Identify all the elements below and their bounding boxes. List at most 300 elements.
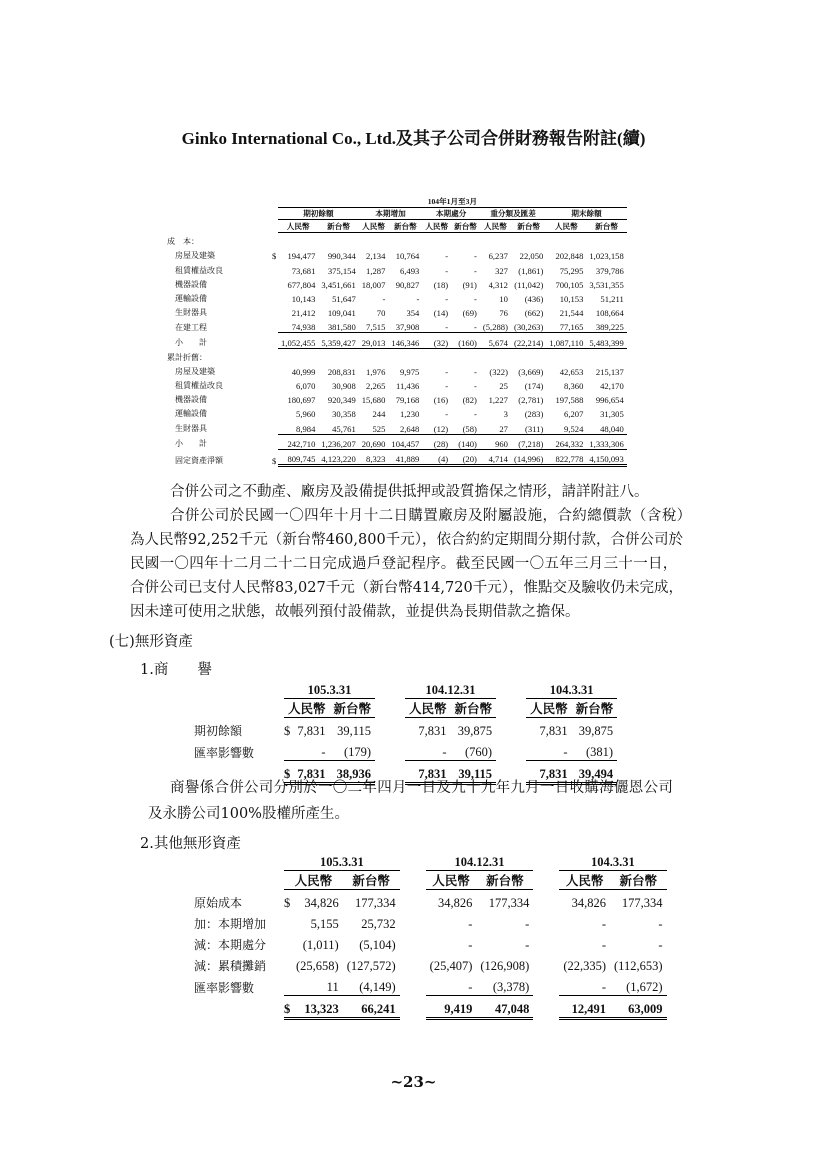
row-label: 匯率影響數 bbox=[194, 980, 255, 995]
row-label: 原始成本 bbox=[194, 896, 243, 910]
value-cell: - bbox=[451, 318, 480, 333]
other-intangibles-table bbox=[190, 852, 667, 1020]
value-cell: 379,786 bbox=[595, 265, 624, 276]
value-cell: 15,680 bbox=[361, 395, 386, 406]
cost-row bbox=[167, 304, 627, 318]
row-label: 機器設備 bbox=[175, 395, 207, 405]
value-cell: - bbox=[416, 293, 420, 304]
value-cell: - bbox=[525, 917, 530, 931]
value-cell: (82) bbox=[462, 395, 477, 406]
value-cell: 389,225 bbox=[586, 318, 626, 333]
value-cell: (30,263) bbox=[511, 318, 546, 333]
period-105-3-31: 105.3.31 bbox=[284, 680, 375, 699]
value-cell: - bbox=[422, 318, 451, 333]
row-label: 小 計 bbox=[175, 338, 207, 347]
value-cell: 21,412 bbox=[291, 308, 316, 319]
dollar-sign: $ bbox=[284, 996, 292, 1019]
value-cell: (1,672) bbox=[610, 974, 667, 996]
ppe-group-additions: 本期增加 bbox=[359, 208, 423, 220]
value-cell: 22,050 bbox=[519, 251, 544, 262]
value-cell: 74,938 bbox=[278, 318, 318, 333]
row-label: 減：本期處分 bbox=[194, 938, 267, 952]
row-label: 運輸設備 bbox=[175, 293, 207, 303]
period-105-3-31: 105.3.31 bbox=[284, 852, 400, 871]
value-cell: 990,344 bbox=[327, 251, 356, 262]
value-cell: 1,333,306 bbox=[586, 434, 626, 449]
table-row bbox=[190, 974, 667, 996]
value-cell: 4,150,093 bbox=[586, 449, 626, 465]
value-cell: - bbox=[526, 739, 572, 761]
value-cell: 6,207 bbox=[564, 409, 584, 420]
net-row bbox=[167, 449, 627, 465]
row-label: 在建工程 bbox=[175, 322, 207, 332]
value-cell: 7,515 bbox=[359, 318, 389, 333]
period-104-12-31: 104.12.31 bbox=[426, 852, 534, 871]
goodwill-currency-header bbox=[190, 699, 617, 718]
value-cell: 11,436 bbox=[396, 381, 420, 392]
value-cell: 1,087,110 bbox=[546, 333, 586, 348]
ppe-group-reclass: 重分類及匯差 bbox=[480, 208, 546, 220]
value-cell: 677,804 bbox=[287, 279, 316, 290]
value-cell: 20,690 bbox=[359, 434, 389, 449]
row-label: 匯率影響數 bbox=[194, 745, 255, 760]
row-label: 減：累積攤銷 bbox=[194, 959, 267, 973]
value-cell: 5,359,427 bbox=[318, 333, 358, 348]
value-cell: - bbox=[474, 409, 477, 420]
value-cell: 5,674 bbox=[480, 333, 511, 348]
other-intangibles-heading: 2.其他無形資產 bbox=[140, 836, 241, 852]
value-cell: - bbox=[445, 381, 449, 392]
goodwill-table bbox=[190, 680, 617, 785]
value-cell: (126,908) bbox=[480, 959, 530, 973]
value-cell: - bbox=[445, 293, 449, 304]
value-cell: 327 bbox=[495, 265, 508, 276]
value-cell: 21,544 bbox=[559, 308, 584, 319]
dep-row bbox=[167, 419, 627, 434]
dollar-sign bbox=[284, 974, 292, 996]
value-cell: (20) bbox=[451, 449, 480, 465]
value-cell: 525 bbox=[359, 419, 389, 434]
value-cell: (69) bbox=[462, 308, 477, 319]
value-cell: 79,168 bbox=[395, 395, 420, 406]
value-cell: 3,531,355 bbox=[589, 279, 624, 290]
value-cell: 11 bbox=[292, 974, 343, 996]
value-cell: 51,211 bbox=[600, 293, 624, 304]
value-cell: 42,653 bbox=[559, 366, 584, 377]
value-cell: 1,052,455 bbox=[278, 333, 318, 348]
value-cell: 39,115 bbox=[451, 761, 497, 784]
value-cell: (28) bbox=[422, 434, 451, 449]
dep-section-label: 累計折舊： bbox=[167, 352, 207, 362]
value-cell: (1,861) bbox=[518, 265, 544, 276]
value-cell: 7,831 bbox=[405, 761, 451, 784]
currency-rmb: 人民幣 bbox=[559, 871, 610, 890]
value-cell: 354 bbox=[406, 308, 420, 319]
value-cell: 104,457 bbox=[388, 434, 422, 449]
value-cell: 8,984 bbox=[278, 419, 318, 434]
value-cell: (12) bbox=[422, 419, 451, 434]
value-cell: 244 bbox=[372, 409, 386, 420]
purchase-note-line-3: 民國一〇四年十二月二十二日完成過戶登記程序。截至民國一〇五年三月三十一日， bbox=[130, 556, 678, 572]
value-cell: (16) bbox=[433, 395, 449, 406]
value-cell: 10,153 bbox=[559, 293, 584, 304]
value-cell: (5,288) bbox=[480, 318, 511, 333]
value-cell: 47,048 bbox=[476, 996, 533, 1019]
value-cell: (5,104) bbox=[359, 938, 396, 952]
dollar-sign bbox=[284, 932, 292, 953]
dep-row bbox=[167, 377, 627, 391]
currency-rmb: 人民幣 bbox=[278, 220, 318, 233]
row-label: 運輸設備 bbox=[175, 409, 207, 419]
row-label: 機器設備 bbox=[175, 279, 207, 289]
value-cell: (32) bbox=[422, 333, 451, 348]
currency-ntd: 新台幣 bbox=[388, 220, 422, 233]
value-cell: 180,697 bbox=[287, 395, 316, 406]
value-cell: 7,831 bbox=[292, 761, 330, 784]
purchase-note-line-2: 為人民幣92,252千元（新台幣460,800千元），依合約約定期間分期付款，合併公司於 bbox=[130, 532, 683, 548]
currency-ntd: 新台幣 bbox=[318, 220, 358, 233]
value-cell: (58) bbox=[451, 419, 480, 434]
value-cell: 25 bbox=[499, 381, 508, 392]
table-row bbox=[190, 739, 617, 761]
dep-section-row bbox=[167, 348, 627, 363]
value-cell: (3,378) bbox=[476, 974, 533, 996]
value-cell: 108,664 bbox=[595, 308, 624, 319]
value-cell: - bbox=[445, 366, 449, 377]
value-cell: 76 bbox=[499, 308, 508, 319]
value-cell: 202,848 bbox=[555, 251, 584, 262]
value-cell: 7,831 bbox=[418, 724, 447, 738]
value-cell: - bbox=[445, 409, 449, 420]
row-label: 租賃權益改良 bbox=[175, 265, 223, 275]
value-cell: 2,648 bbox=[388, 419, 422, 434]
value-cell: - bbox=[474, 251, 477, 262]
value-cell: (4,149) bbox=[343, 974, 400, 996]
value-cell: 7,831 bbox=[526, 761, 572, 784]
purchase-note-line-4: 合併公司已支付人民幣83,027千元（新台幣414,720千元），惟點交及驗收仍未完成， bbox=[130, 580, 683, 596]
value-cell: - bbox=[559, 974, 610, 996]
value-cell: - bbox=[474, 265, 477, 276]
currency-rmb: 人民幣 bbox=[359, 220, 389, 233]
value-cell: 29,013 bbox=[359, 333, 389, 348]
row-label bbox=[190, 996, 284, 1019]
dollar-sign: $ bbox=[284, 724, 291, 738]
value-cell: (1,011) bbox=[302, 938, 339, 952]
ppe-period: 104年1月至3月 bbox=[278, 196, 627, 208]
value-cell: 2,265 bbox=[366, 381, 386, 392]
value-cell: 996,654 bbox=[595, 395, 624, 406]
dep-row bbox=[167, 391, 627, 405]
currency-ntd: 新台幣 bbox=[451, 220, 480, 233]
period-104-12-31: 104.12.31 bbox=[405, 680, 496, 699]
value-cell: (14,996) bbox=[511, 449, 546, 465]
currency-ntd: 新台幣 bbox=[511, 220, 546, 233]
value-cell: 39,875 bbox=[578, 724, 614, 738]
value-cell: 381,580 bbox=[318, 318, 358, 333]
value-cell: 5,483,399 bbox=[586, 333, 626, 348]
value-cell: 177,334 bbox=[621, 896, 663, 910]
value-cell: 8,323 bbox=[359, 449, 389, 465]
value-cell: (436) bbox=[524, 293, 544, 304]
value-cell: 375,154 bbox=[327, 265, 356, 276]
value-cell: 194,477 bbox=[287, 251, 316, 262]
dollar-sign: $ bbox=[272, 251, 277, 262]
value-cell: (160) bbox=[451, 333, 480, 348]
currency-ntd: 新台幣 bbox=[476, 871, 533, 890]
cost-row bbox=[167, 318, 627, 333]
value-cell: - bbox=[405, 739, 451, 761]
dollar-sign bbox=[284, 911, 292, 932]
value-cell: 1,236,207 bbox=[318, 434, 358, 449]
row-label: 小 計 bbox=[175, 439, 207, 449]
value-cell: 48,040 bbox=[586, 419, 626, 434]
value-cell: - bbox=[601, 917, 607, 931]
value-cell: 109,041 bbox=[327, 308, 356, 319]
value-cell: 960 bbox=[480, 434, 511, 449]
value-cell: (14) bbox=[433, 308, 449, 319]
ppe-currency-header bbox=[167, 220, 627, 233]
row-label: 房屋及建築 bbox=[175, 251, 215, 261]
value-cell: 51,647 bbox=[332, 293, 356, 304]
dollar-sign bbox=[284, 739, 292, 761]
value-cell: (322) bbox=[489, 366, 508, 377]
currency-rmb: 人民幣 bbox=[405, 699, 451, 718]
ppe-group-opening: 期初餘額 bbox=[278, 208, 359, 220]
currency-ntd: 新台幣 bbox=[451, 699, 497, 718]
value-cell: 30,908 bbox=[332, 381, 356, 392]
value-cell: 10 bbox=[499, 293, 508, 304]
row-label: 加：本期增加 bbox=[194, 917, 267, 931]
cost-row bbox=[167, 261, 627, 275]
value-cell: 1,287 bbox=[366, 265, 386, 276]
value-cell: - bbox=[474, 293, 477, 304]
value-cell: 920,349 bbox=[327, 395, 356, 406]
ppe-table bbox=[167, 196, 627, 467]
cost-row bbox=[167, 247, 627, 261]
value-cell: (22,335) bbox=[563, 959, 607, 973]
value-cell: 30,358 bbox=[332, 409, 356, 420]
value-cell: - bbox=[382, 293, 386, 304]
period-104-3-31: 104.3.31 bbox=[559, 852, 666, 871]
value-cell: 63,009 bbox=[610, 996, 667, 1019]
value-cell: 73,681 bbox=[291, 265, 316, 276]
row-label: 租賃權益改良 bbox=[175, 381, 223, 391]
value-cell: (11,042) bbox=[514, 279, 544, 290]
dollar-sign: $ bbox=[284, 761, 292, 784]
value-cell: (4) bbox=[422, 449, 451, 465]
value-cell: - bbox=[658, 938, 663, 952]
value-cell: 18,007 bbox=[361, 279, 386, 290]
value-cell: 9,975 bbox=[399, 366, 420, 377]
other-period-header bbox=[190, 852, 667, 871]
value-cell: 7,831 bbox=[297, 724, 326, 738]
value-cell: 38,936 bbox=[330, 761, 376, 784]
dep-row bbox=[167, 405, 627, 419]
row-label: 期初餘額 bbox=[194, 724, 243, 738]
value-cell: 146,346 bbox=[388, 333, 422, 348]
value-cell: 31,305 bbox=[600, 409, 624, 420]
value-cell: (2,781) bbox=[518, 395, 544, 406]
value-cell: - bbox=[658, 917, 663, 931]
cost-row bbox=[167, 276, 627, 290]
value-cell: 40,999 bbox=[291, 366, 316, 377]
value-cell: (662) bbox=[524, 308, 544, 319]
table-row bbox=[190, 911, 667, 932]
table-row bbox=[190, 953, 667, 974]
value-cell: 700,105 bbox=[555, 279, 584, 290]
value-cell: 2,134 bbox=[366, 251, 386, 262]
table-row bbox=[190, 890, 667, 912]
value-cell: 10,143 bbox=[291, 293, 316, 304]
value-cell: (18) bbox=[433, 279, 449, 290]
section-intangible-assets: (七)無形資產 bbox=[109, 634, 193, 650]
value-cell: (140) bbox=[451, 434, 480, 449]
dep-subtotal-row bbox=[167, 434, 627, 449]
value-cell: 34,826 bbox=[304, 896, 339, 910]
value-cell: 45,761 bbox=[318, 419, 358, 434]
page-number: ~23~ bbox=[390, 1073, 437, 1091]
currency-rmb: 人民幣 bbox=[284, 699, 330, 718]
value-cell: - bbox=[468, 938, 473, 952]
currency-rmb: 人民幣 bbox=[284, 871, 343, 890]
value-cell: 1,227 bbox=[488, 395, 508, 406]
value-cell: 6,493 bbox=[399, 265, 420, 276]
value-cell: 1,023,158 bbox=[589, 251, 624, 262]
currency-rmb: 人民幣 bbox=[546, 220, 586, 233]
cost-section-label: 成 本： bbox=[167, 237, 199, 247]
table-row bbox=[190, 932, 667, 953]
value-cell: (25,658) bbox=[296, 959, 339, 973]
value-cell: 13,323 bbox=[292, 996, 343, 1019]
value-cell: 39,494 bbox=[572, 761, 618, 784]
collateral-note: 合併公司之不動產、廠房及設備提供抵押或設質擔保之情形，請詳附註八。 bbox=[170, 484, 649, 500]
value-cell: - bbox=[426, 974, 477, 996]
value-cell: 4,312 bbox=[488, 279, 508, 290]
value-cell: (91) bbox=[462, 279, 477, 290]
dollar-sign: $ bbox=[272, 455, 277, 466]
value-cell: 77,165 bbox=[546, 318, 586, 333]
cost-row bbox=[167, 290, 627, 304]
row-label: 生財器具 bbox=[175, 424, 207, 434]
value-cell: 822,778 bbox=[546, 449, 586, 465]
page-title: Ginko International Co., Ltd.及其子公司合併財務報告附註(續) bbox=[181, 129, 646, 148]
value-cell: 177,334 bbox=[488, 896, 530, 910]
value-cell: - bbox=[525, 938, 530, 952]
value-cell: 25,732 bbox=[361, 917, 396, 931]
value-cell: - bbox=[601, 938, 607, 952]
value-cell: (179) bbox=[330, 739, 376, 761]
value-cell: (127,572) bbox=[346, 959, 396, 973]
value-cell: (381) bbox=[572, 739, 618, 761]
value-cell: 3 bbox=[503, 409, 508, 420]
value-cell: 9,524 bbox=[546, 419, 586, 434]
value-cell: 90,827 bbox=[395, 279, 420, 290]
currency-ntd: 新台幣 bbox=[586, 220, 626, 233]
value-cell: 5,960 bbox=[296, 409, 316, 420]
value-cell: 6,070 bbox=[296, 381, 316, 392]
value-cell: 208,831 bbox=[327, 366, 356, 377]
currency-rmb: 人民幣 bbox=[426, 871, 477, 890]
total-row bbox=[190, 996, 667, 1019]
currency-rmb: 人民幣 bbox=[480, 220, 511, 233]
value-cell: (3,669) bbox=[518, 366, 544, 377]
value-cell: 66,241 bbox=[343, 996, 400, 1019]
value-cell: - bbox=[445, 251, 449, 262]
value-cell: 41,889 bbox=[388, 449, 422, 465]
value-cell: 197,588 bbox=[555, 395, 584, 406]
value-cell: - bbox=[474, 381, 477, 392]
value-cell: 39,115 bbox=[337, 724, 372, 738]
ppe-group-ending: 期末餘額 bbox=[546, 208, 626, 220]
currency-ntd: 新台幣 bbox=[572, 699, 618, 718]
value-cell: 34,826 bbox=[437, 896, 473, 910]
period-104-3-31: 104.3.31 bbox=[526, 680, 617, 699]
value-cell: - bbox=[292, 739, 330, 761]
goodwill-note-line-1: 商譽係合併公司分別於一〇二年四月一日及九十九年九月一日收購海儷恩公司 bbox=[170, 780, 674, 796]
value-cell: - bbox=[445, 265, 449, 276]
table-row bbox=[190, 718, 617, 740]
cost-subtotal-row bbox=[167, 333, 627, 348]
other-currency-header bbox=[190, 871, 667, 890]
value-cell: 75,295 bbox=[559, 265, 584, 276]
value-cell: (174) bbox=[524, 381, 544, 392]
value-cell: 7,831 bbox=[539, 724, 568, 738]
value-cell: 1,230 bbox=[399, 409, 420, 420]
ppe-group-disposals: 本期處分 bbox=[422, 208, 480, 220]
value-cell: 42,170 bbox=[600, 381, 624, 392]
value-cell: 10,764 bbox=[395, 251, 420, 262]
value-cell: 39,875 bbox=[457, 724, 493, 738]
dollar-sign: $ bbox=[284, 896, 291, 910]
value-cell: 264,332 bbox=[546, 434, 586, 449]
value-cell: 6,237 bbox=[488, 251, 508, 262]
value-cell: (760) bbox=[451, 739, 497, 761]
currency-rmb: 人民幣 bbox=[422, 220, 451, 233]
currency-rmb: 人民幣 bbox=[526, 699, 572, 718]
value-cell: (112,653) bbox=[614, 959, 663, 973]
value-cell: (22,214) bbox=[511, 333, 546, 348]
value-cell: 70 bbox=[376, 308, 386, 319]
value-cell: 215,137 bbox=[595, 366, 624, 377]
value-cell: 9,419 bbox=[426, 996, 477, 1019]
goodwill-note-line-2: 及永勝公司100%股權所產生。 bbox=[148, 806, 349, 822]
value-cell: 4,123,220 bbox=[318, 449, 358, 465]
value-cell: 12,491 bbox=[559, 996, 610, 1019]
value-cell: 4,714 bbox=[480, 449, 511, 465]
goodwill-period-header bbox=[190, 680, 617, 699]
value-cell: 177,334 bbox=[355, 896, 396, 910]
purchase-note-line-5: 因未達可使用之狀態，故帳列預付設備款，並提供為長期借款之擔保。 bbox=[130, 604, 580, 620]
currency-ntd: 新台幣 bbox=[330, 699, 376, 718]
value-cell: 8,360 bbox=[564, 381, 584, 392]
value-cell: 809,745 bbox=[278, 449, 318, 465]
value-cell: (7,218) bbox=[511, 434, 546, 449]
value-cell: 3,451,661 bbox=[321, 279, 356, 290]
value-cell: 34,826 bbox=[571, 896, 607, 910]
value-cell: - bbox=[474, 366, 477, 377]
value-cell: 27 bbox=[480, 419, 511, 434]
goodwill-heading: 1.商 譽 bbox=[140, 662, 212, 678]
dollar-sign bbox=[284, 953, 292, 974]
value-cell: - bbox=[468, 917, 473, 931]
row-label: 固定資產淨額 bbox=[175, 455, 223, 465]
value-cell: (283) bbox=[524, 409, 544, 420]
currency-ntd: 新台幣 bbox=[343, 871, 400, 890]
value-cell: 5,155 bbox=[310, 917, 339, 931]
row-label: 房屋及建築 bbox=[175, 366, 215, 376]
value-cell: 1,976 bbox=[366, 366, 386, 377]
value-cell: (25,407) bbox=[429, 959, 473, 973]
